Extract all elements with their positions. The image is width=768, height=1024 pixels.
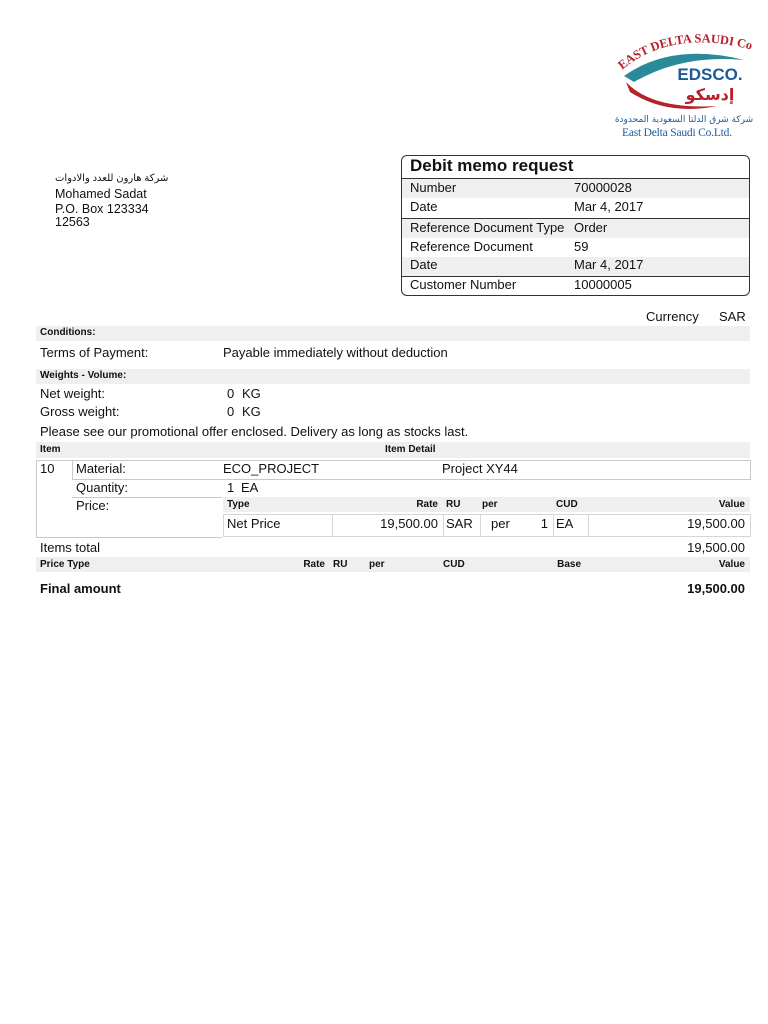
price-row-type: Net Price <box>227 516 281 531</box>
recipient-name: Mohamed Sadat <box>55 187 147 201</box>
header-date-label: Date <box>410 199 438 214</box>
header-ref-doc-type-label: Reference Document Type <box>410 220 565 235</box>
item-material-row <box>72 460 751 480</box>
item-quantity-unit: EA <box>241 480 259 495</box>
header-ref-doc-type-value: Order <box>574 220 608 235</box>
terms-of-payment-label: Terms of Payment: <box>40 345 149 360</box>
currency-label: Currency <box>646 309 699 324</box>
currency-value: SAR <box>719 309 746 324</box>
conditions-band <box>36 326 750 341</box>
final-amount-label: Final amount <box>40 581 121 596</box>
item-material-description: Project XY44 <box>442 461 518 476</box>
header-number-value: 70000028 <box>574 180 632 195</box>
summary-header-rate: Rate <box>303 559 325 570</box>
company-logo <box>612 30 757 142</box>
price-header-rate: Rate <box>416 499 438 510</box>
summary-header-base: Base <box>557 559 581 570</box>
net-weight-value: 0 <box>227 386 235 401</box>
logo-brand: EDSCO. <box>677 65 743 84</box>
item-material-label: Material: <box>76 461 126 476</box>
net-weight-unit: KG <box>242 386 261 401</box>
header-number-label: Number <box>410 180 457 195</box>
gross-weight-value: 0 <box>227 404 235 419</box>
price-header-cud: CUD <box>556 499 578 510</box>
summary-header-per: per <box>369 559 385 570</box>
price-row-value: 19,500.00 <box>687 516 745 531</box>
price-row-rate: 19,500.00 <box>380 516 438 531</box>
summary-header-ru: RU <box>333 559 348 570</box>
item-number: 10 <box>40 461 55 476</box>
document-title: Debit memo request <box>410 156 574 175</box>
final-amount-value: 19,500.00 <box>687 581 745 596</box>
price-header-per: per <box>482 499 498 510</box>
summary-header-value: Value <box>718 559 745 570</box>
item-material-value: ECO_PROJECT <box>223 461 320 476</box>
item-price-label: Price: <box>76 498 110 513</box>
net-weight-label: Net weight: <box>40 386 106 401</box>
logo-company-en: East Delta Saudi Co.Ltd. <box>622 127 732 139</box>
header-ref-doc-value: 59 <box>574 239 589 254</box>
header-customer-number-label: Customer Number <box>410 277 517 292</box>
logo-company-ar: شركة شرق الدلتا السعودية المحدودة <box>614 115 754 125</box>
header-ref-date-label: Date <box>410 257 438 272</box>
header-customer-number-value: 10000005 <box>574 277 632 292</box>
terms-of-payment-value: Payable immediately without deduction <box>223 345 448 360</box>
conditions-heading: Conditions: <box>40 327 96 338</box>
items-header-item-detail: Item Detail <box>385 444 436 455</box>
item-quantity-label: Quantity: <box>76 480 129 495</box>
weights-band <box>36 369 750 384</box>
recipient-po-box: P.O. Box 123334 <box>55 202 149 216</box>
items-total-value: 19,500.00 <box>687 540 745 555</box>
recipient-name-ar: شركة هارون للعدد والادوات <box>55 173 169 184</box>
promo-text: Please see our promotional offer enclosed. Delivery as long as stocks last. <box>40 424 469 439</box>
document-header-box <box>401 155 750 296</box>
gross-weight-label: Gross weight: <box>40 404 120 419</box>
summary-header-band <box>36 557 750 572</box>
header-ref-date-value: Mar 4, 2017 <box>574 257 644 272</box>
items-total-label: Items total <box>40 540 100 555</box>
price-row-per-qty: 1 <box>540 516 548 531</box>
price-row-ru: SAR <box>446 516 473 531</box>
weights-heading: Weights - Volume: <box>40 370 127 381</box>
recipient-postal-code: 12563 <box>55 215 90 229</box>
header-ref-doc-label: Reference Document <box>410 239 533 254</box>
summary-header-cud: CUD <box>443 559 465 570</box>
price-header-ru: RU <box>446 499 461 510</box>
logo-arc-text: EAST DELTA SAUDI Co <box>615 31 754 73</box>
price-row-cud: EA <box>556 516 574 531</box>
summary-header-price-type: Price Type <box>40 559 90 570</box>
item-quantity-value: 1 <box>227 480 235 495</box>
price-header-type: Type <box>227 499 250 510</box>
price-row-per: per <box>491 516 510 531</box>
header-date-value: Mar 4, 2017 <box>574 199 644 214</box>
edsco-logo-mark <box>612 30 757 130</box>
price-header-value: Value <box>718 499 745 510</box>
logo-brand-ar: إدسكو <box>685 85 735 104</box>
items-header-item: Item <box>40 444 61 455</box>
gross-weight-unit: KG <box>242 404 261 419</box>
